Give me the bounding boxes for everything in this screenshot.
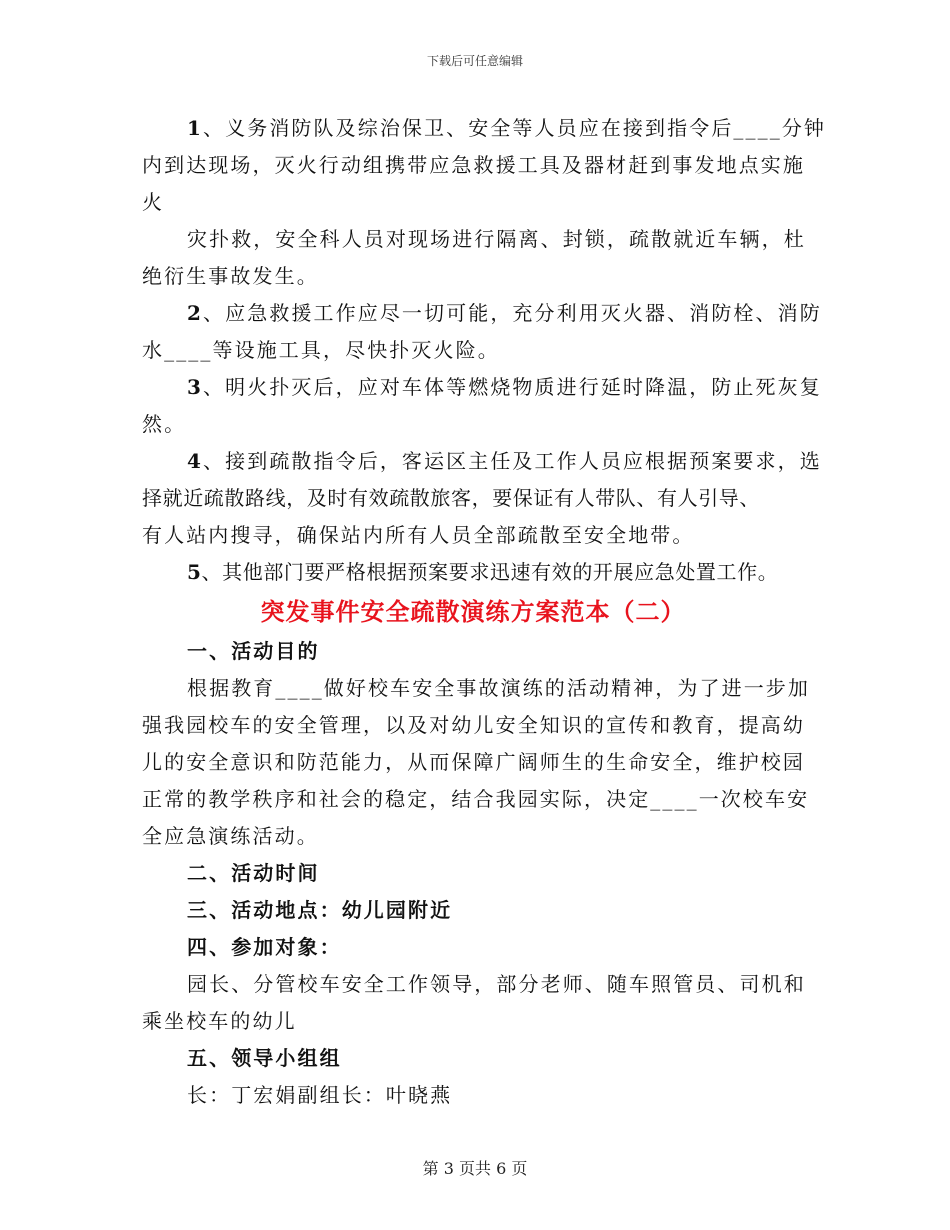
item-3-line-1: 3、明火扑灭后，应对车体等燃烧物质进行延时降温，防止死灰复 bbox=[187, 375, 822, 399]
section-4-line-2: 乘坐校车的幼儿 bbox=[142, 1009, 297, 1033]
page-footer: 第 3 页共 6 页 bbox=[422, 1159, 528, 1178]
section-5-line-1: 长：丁宏娟副组长：叶晓燕 bbox=[187, 1083, 453, 1107]
item-4-line-1: 4、接到疏散指令后，客运区主任及工作人员应根据预案要求，选 bbox=[187, 449, 822, 473]
item-number: 5 bbox=[187, 560, 202, 584]
item-number: 1 bbox=[187, 116, 204, 140]
item-4-line-2: 择就近疏散路线，及时有效疏散旅客，要保证有人带队、有人引导、 bbox=[142, 486, 760, 510]
section-1-line-4: 正常的教学秩序和社会的稳定，结合我园实际，决定____一次校车安 bbox=[142, 787, 810, 811]
section-1-line-3: 儿的安全意识和防范能力，从而保障广阔师生的生命安全，维护校园 bbox=[142, 750, 805, 774]
item-3-line-2: 然。 bbox=[142, 412, 187, 436]
page-header: 下载后可任意编辑 bbox=[426, 54, 523, 68]
page-content bbox=[142, 110, 827, 1114]
section-3-heading: 三、活动地点：幼儿园附近 bbox=[187, 898, 453, 922]
section-5-heading: 五、领导小组组 bbox=[187, 1046, 342, 1070]
item-number: 2 bbox=[187, 301, 204, 325]
item-number: 4 bbox=[187, 449, 204, 473]
item-2-line-1: 2、应急救援工作应尽一切可能，充分利用灭火器、消防栓、消防 bbox=[187, 301, 822, 325]
continuation-line-1: 灾扑救，安全科人员对现场进行隔离、封锁，疏散就近车辆，杜 bbox=[187, 227, 806, 251]
section-1-line-5: 全应急演练活动。 bbox=[142, 824, 319, 848]
continuation-line-2: 绝衍生事故发生。 bbox=[142, 264, 319, 288]
section-1-line-1: 根据教育____做好校车安全事故演练的活动精神，为了进一步加 bbox=[187, 676, 810, 700]
item-number: 3 bbox=[187, 375, 204, 399]
item-4-line-3: 有人站内搜寻，确保站内所有人员全部疏散至安全地带。 bbox=[142, 523, 695, 547]
section-1-heading: 一、活动目的 bbox=[187, 639, 320, 663]
section-1-line-2: 强我园校车的安全管理，以及对幼儿安全知识的宣传和教育，提高幼 bbox=[142, 713, 805, 737]
item-5-line-1: 5、其他部门要严格根据预案要求迅速有效的开展应急处置工作。 bbox=[187, 560, 779, 584]
section-2-heading: 二、活动时间 bbox=[187, 861, 320, 885]
section-4-heading: 四、参加对象： bbox=[187, 935, 342, 959]
section-title: 突发事件安全疏散演练方案范本（二） bbox=[260, 597, 686, 626]
section-4-line-1: 园长、分管校车安全工作领导，部分老师、随车照管员、司机和 bbox=[187, 972, 806, 996]
item-2-line-2: 水____等设施工具，尽快扑灭火险。 bbox=[142, 338, 500, 362]
item-1-line-2: 内到达现场，灭火行动组携带应急救援工具及器材赶到事发地点实施 bbox=[142, 153, 805, 177]
item-1-line-1: 1、义务消防队及综治保卫、安全等人员应在接到指令后____分钟 bbox=[187, 116, 827, 140]
item-1-line-3: 火 bbox=[142, 190, 165, 214]
